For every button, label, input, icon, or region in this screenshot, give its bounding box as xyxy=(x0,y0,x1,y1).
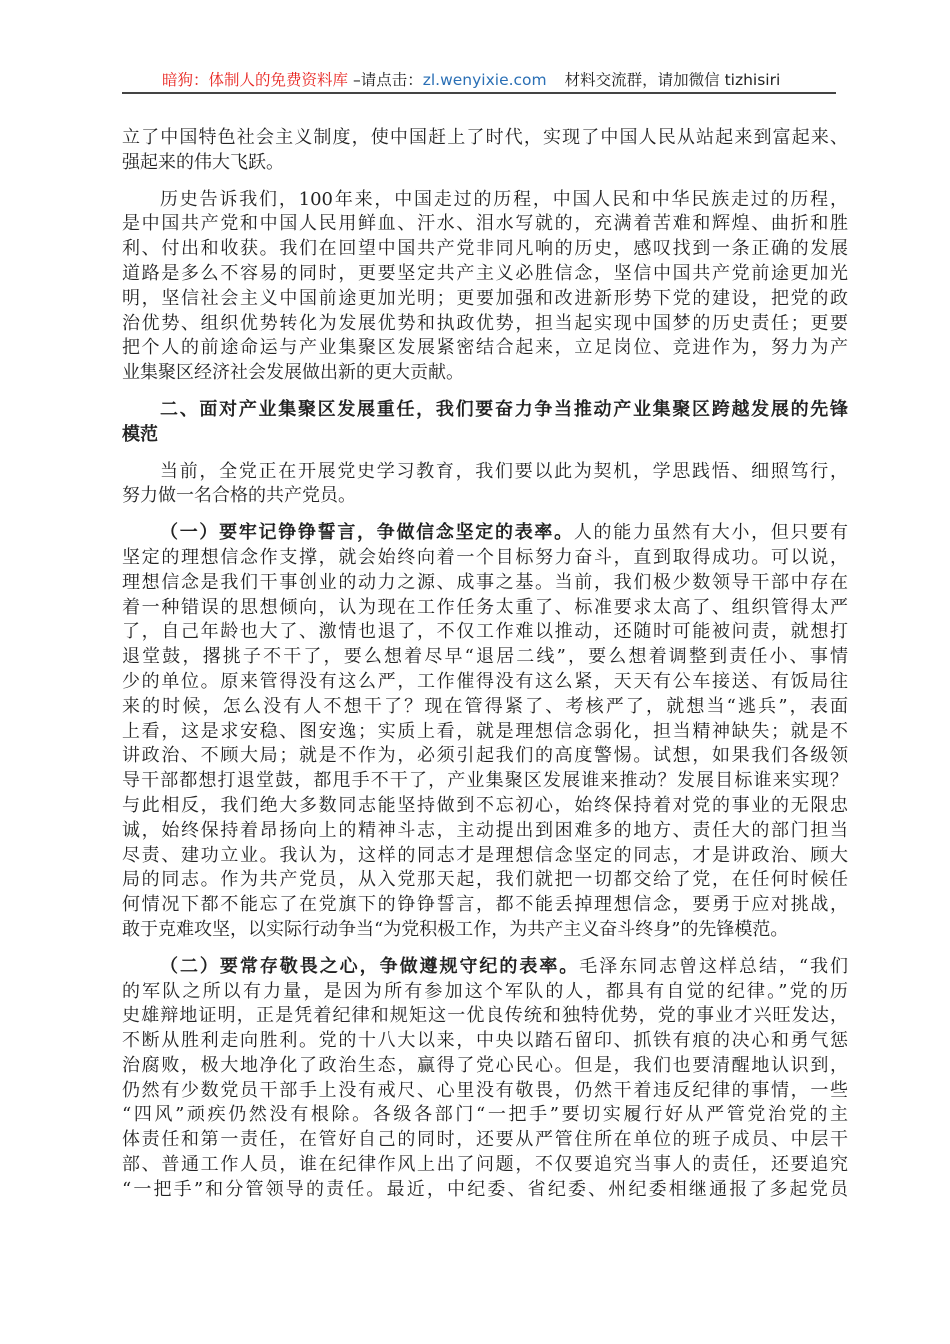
text-line xyxy=(122,596,848,621)
section-heading xyxy=(122,398,848,448)
line-text: 人的能力虽然有大小，但只要有 xyxy=(573,522,849,544)
text-line xyxy=(122,336,848,361)
line-text: 退堂鼓，撂挑子不干了，要么想着尽早“退居二线”，要么想着调整到责任小、事情 xyxy=(122,646,848,668)
line-text: 二、面对产业集聚区发展重任，我们要奋力争当推动产业集聚区跨越发展的先锋 xyxy=(160,398,848,420)
line-text: 与此相反，我们绝大多数同志能坚持做到不忘初心，始终保持着对党的事业的无限忠 xyxy=(122,794,848,816)
text-line xyxy=(122,1054,848,1079)
line-text: 坚定的理想信念作支撑，就会始终向着一个目标努力奋斗，直到取得成功。可以说， xyxy=(122,546,848,568)
line-text: 了，自己年龄也大了、激情也退了，不仅工作难以推动，还随时可能被问责，就想打 xyxy=(122,621,848,643)
text-line xyxy=(122,1004,848,1029)
bold-lead-sentence: （二）要常存敬畏之心，争做遵规守纪的表率。 xyxy=(160,955,580,977)
text-line xyxy=(122,571,848,596)
paragraph xyxy=(122,126,848,176)
line-text: 着一种错误的思想倾向，认为现在工作任务太重了、标准要求太高了、组织管得太严 xyxy=(122,596,848,618)
text-line xyxy=(122,423,848,448)
text-line xyxy=(122,720,848,745)
line-text: 努力做一名合格的共产党员。 xyxy=(122,485,356,507)
line-text: 理想信念是我们干事创业的动力之源、成事之基。当前，我们极少数领导干部中存在 xyxy=(122,571,848,593)
line-text: 治腐败，极大地净化了政治生态，赢得了党心民心。但是，我们也要清醒地认识到， xyxy=(122,1054,848,1076)
text-line xyxy=(122,1153,848,1178)
text-line xyxy=(122,398,848,423)
paragraph xyxy=(122,955,848,1203)
text-line xyxy=(122,287,848,312)
line-text: 诚，始终保持着昂扬向上的精神斗志，主动提出到困难多的地方、责任大的部门担当 xyxy=(122,819,848,841)
text-line xyxy=(122,546,848,571)
line-text: 敢于克难攻坚，以实际行动争当“为党积极工作，为共产主义奋斗终身”的先锋模范。 xyxy=(122,918,789,940)
text-line xyxy=(122,794,848,819)
page-header xyxy=(122,68,836,93)
line-text: 毛泽东同志曾这样总结，“我们 xyxy=(579,955,849,977)
text-line xyxy=(122,980,848,1005)
text-line xyxy=(122,237,848,262)
text-line xyxy=(122,620,848,645)
line-text: “四风”顽疾仍然没有根除。各级各部门“一把手”要切实履行好从严管党治党的主 xyxy=(122,1104,848,1126)
line-text: 体责任和第一责任，在管好自己的同时，还要从严管住所在单位的班子成员、中层干 xyxy=(122,1129,848,1151)
text-line xyxy=(122,645,848,670)
header-url-link[interactable]: zl.wenyixie.com xyxy=(422,71,547,89)
text-line xyxy=(122,312,848,337)
line-text: 治优势、组织优势转化为发展优势和执政优势，担当起实现中国梦的历史责任；更要 xyxy=(122,312,848,334)
line-text: 少的单位。原来管得没有这么严，工作催得没有这么紧，天天有公车接送、有饭局往 xyxy=(122,670,848,692)
header-brand: 暗狗：体制人的免费资料库 xyxy=(162,71,349,89)
text-line xyxy=(122,361,848,386)
line-text: 业集聚区经济社会发展做出新的更大贡献。 xyxy=(122,362,464,384)
paragraph xyxy=(122,521,848,943)
line-text: 利、付出和收获。我们在回望中国共产党非同凡响的历史，感叹找到一条正确的发展 xyxy=(122,238,848,260)
paragraph xyxy=(122,188,848,386)
line-text: “一把手”和分管领导的责任。最近，中纪委、省纪委、州纪委相继通报了多起党员 xyxy=(122,1178,848,1200)
text-line xyxy=(122,262,848,287)
text-line xyxy=(122,955,848,980)
header-wechat-note: 材料交流群，请加微信 tizhisiri xyxy=(564,71,781,89)
text-line xyxy=(122,893,848,918)
text-line xyxy=(122,188,848,213)
line-text: 把个人的前途命运与产业集聚区发展紧密结合起来，立足岗位、竞进作为，努力为产 xyxy=(122,337,848,359)
line-text: 模范 xyxy=(122,423,158,445)
text-line xyxy=(122,521,848,546)
line-text: 上看，这是求安稳、图安逸；实质上看，就是理想信念弱化，担当精神缺失；就是不 xyxy=(122,720,848,742)
text-line xyxy=(122,769,848,794)
line-text: 不断从胜利走向胜利。党的十八大以来，中央以踏石留印、抓铁有痕的决心和勇气惩 xyxy=(122,1030,848,1052)
line-text: 导干部都想打退堂鼓，都甩手不干了，产业集聚区发展谁来推动？发展目标谁来实现？ xyxy=(122,770,848,792)
text-line xyxy=(122,1178,848,1203)
line-text: 明，坚信社会主义中国前途更加光明；更要加强和改进新形势下党的建设，把党的政 xyxy=(122,287,848,309)
line-text: 强起来的伟大飞跃。 xyxy=(122,151,284,173)
line-text: 的军队之所以有力量，是因为所有参加这个军队的人，都具有自觉的纪律。”党的历 xyxy=(122,980,848,1002)
header-click-prompt: –请点击： xyxy=(348,71,423,89)
text-line xyxy=(122,126,848,151)
text-line xyxy=(122,819,848,844)
line-text: 是中国共产党和中国人民用鲜血、汗水、泪水写就的，充满着苦难和辉煌、曲折和胜 xyxy=(122,213,848,235)
text-line xyxy=(122,1128,848,1153)
line-text: 立了中国特色社会主义制度，使中国赶上了时代，实现了中国人民从站起来到富起来、 xyxy=(122,127,848,148)
text-line xyxy=(122,695,848,720)
line-text: 讲政治、不顾大局；就是不作为，必须引起我们的高度警惕。试想，如果我们各级领 xyxy=(122,745,848,767)
line-text: 来的时候，怎么没有人不想干了？现在管得紧了、考核严了，就想当“逃兵”，表面 xyxy=(122,695,848,717)
text-line xyxy=(122,918,848,943)
text-line xyxy=(122,868,848,893)
text-line xyxy=(122,1029,848,1054)
document-body xyxy=(122,126,848,1215)
text-line xyxy=(122,844,848,869)
line-text: 尽责、建功立业。我认为，这样的同志才是理想信念坚定的同志，才是讲政治、顾大 xyxy=(122,844,848,866)
line-text: 历史告诉我们，100年来，中国走过的历程，中国人民和中华民族走过的历程， xyxy=(160,188,848,210)
text-line xyxy=(122,460,848,485)
line-text: 道路是多么不容易的同时，更要坚定共产主义必胜信念，坚信中国共产党前途更加光 xyxy=(122,262,848,284)
header-divider xyxy=(122,92,836,94)
line-text: 部、普通工作人员，谁在纪律作风上出了问题，不仅要追究当事人的责任，还要追究 xyxy=(122,1154,848,1176)
bold-lead-sentence: （一）要牢记铮铮誓言，争做信念坚定的表率。 xyxy=(160,522,574,544)
text-line xyxy=(122,212,848,237)
text-line xyxy=(122,151,848,176)
text-line xyxy=(122,744,848,769)
text-line xyxy=(122,670,848,695)
line-text: 仍然有少数党员干部手上没有戒尺、心里没有敬畏，仍然干着违反纪律的事情，一些 xyxy=(122,1079,848,1101)
paragraph xyxy=(122,460,848,510)
line-text: 何情况下都不能忘了在党旗下的铮铮誓言，都不能丢掉理想信念，要勇于应对挑战， xyxy=(122,894,848,916)
text-line xyxy=(122,1079,848,1104)
line-text: 局的同志。作为共产党员，从入党那天起，我们就把一切都交给了党，在任何时候任 xyxy=(122,869,848,891)
text-line xyxy=(122,484,848,509)
line-text: 史雄辩地证明，正是凭着纪律和规矩这一优良传统和独特优势，党的事业才兴旺发达， xyxy=(122,1005,848,1027)
line-text: 当前，全党正在开展党史学习教育，我们要以此为契机，学思践悟、细照笃行， xyxy=(160,460,848,482)
text-line xyxy=(122,1103,848,1128)
